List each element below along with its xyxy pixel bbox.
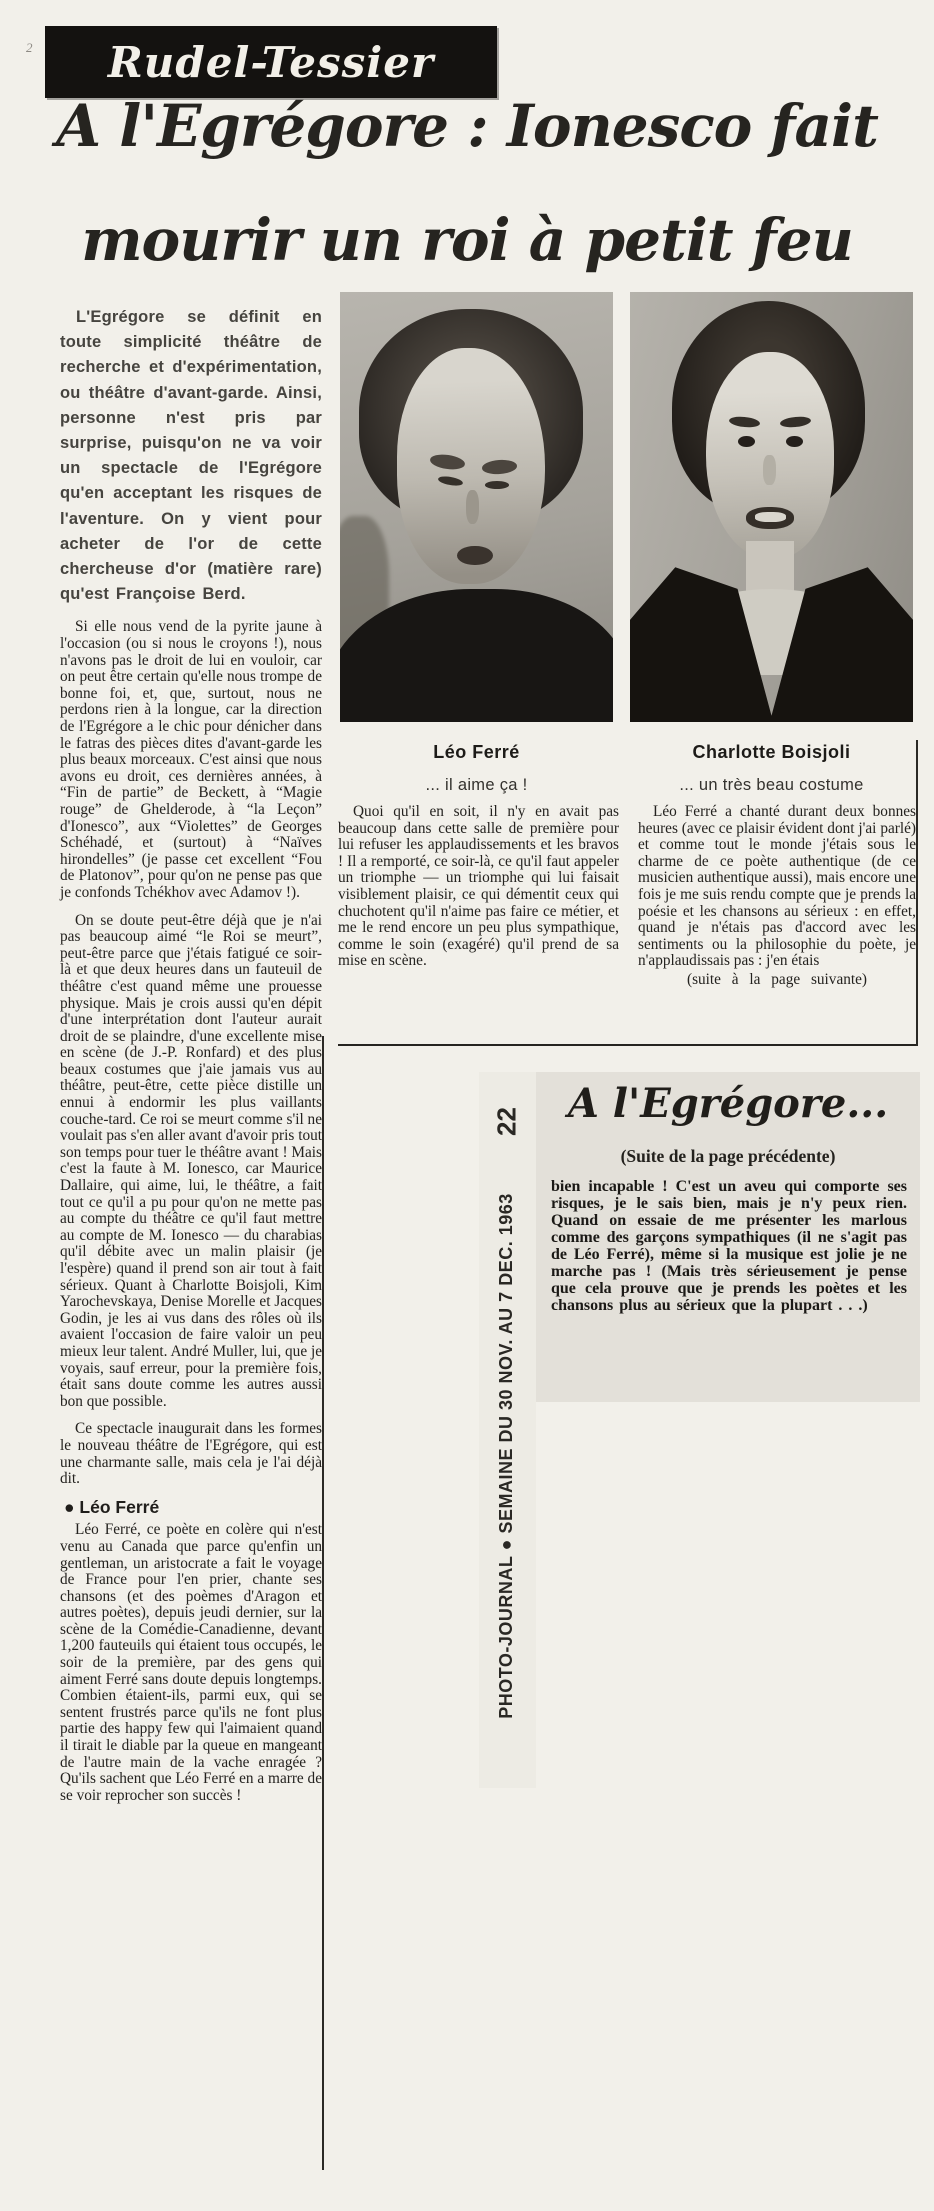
column-1 xyxy=(60,305,322,1815)
horizontal-rule xyxy=(338,1044,918,1046)
portrait-nose xyxy=(466,490,480,524)
caption-subtitle: ... il aime ça ! xyxy=(425,776,528,794)
author-banner xyxy=(45,26,497,98)
continuation-body: bien incapable ! C'est un aveu qui comporte ses risques, je le sais bien, mais je n'y peux rien. Quand on essaie de me présenter les marlous comme des garçons sympathiques (il ne s'agit pas de Léo Ferré), même si la musique est jolie je ne marche pas ! (Mais très sérieusement je pense que cela prouve que je prends les poètes et les chansons plus au sérieux que la plupart . . .) xyxy=(551,1178,907,1314)
paragraph: Quoi qu'il en soit, il n'y en avait pas beaucoup dans cette salle de première pour lui refuser les applaudissements et les bravos ! Il a remporté, ce soir-là, ce qu'il faut appeler un triomphe — un triomphe qui lui faisait visiblement plaisir, ce qui démentit ceux qui chuchotent qu'il n'aime pas faire ce métier, et me le rend encore un peu plus sympathique, comme le soin (exagéré) qu'il prend de sa mise en scène. xyxy=(338,803,619,970)
paragraph: Ce spectacle inaugurait dans les formes le nouveau théâtre de l'Egrégore, qui est une charmante salle, mais cela je l'ai déjà dit. xyxy=(60,1420,322,1488)
portrait-eye xyxy=(738,436,755,447)
caption-subtitle: ... un très beau costume xyxy=(679,776,864,794)
continuation-subtitle: (Suite de la page précédente) xyxy=(620,1146,836,1166)
column-2 xyxy=(338,804,619,981)
journal-dateline-rotated: PHOTO-JOURNAL ● SEMAINE DU 30 NOV. AU 7 DEC. 1963 xyxy=(496,1193,516,1719)
author-name: Rudel-Tessier xyxy=(107,37,435,87)
portrait-eye xyxy=(786,436,803,447)
headline-line2: mourir un roi à petit feu xyxy=(81,206,853,274)
right-edge-rule xyxy=(916,740,918,1046)
paragraph: On se doute peut-être déjà que je n'ai pas beaucoup aimé “le Roi se meurt”, peut-être parce que j'étais fatigué ce soir-là et que deux heures dans un fauteuil de théâtre c'est quand même une prouesse physique. Mais je crois aussi qu'en dépit d'une interprétation dont l'auteur aurait droit de se plaindre, d'une excellente mise en scène (de J.-P. Ronfard) et des plus beaux costumes que j'aie jamais vus au théâtre, peut-être, cette pièce distille un ennui à endormir les plus vaillants couche-tard. Ce roi se meurt comme s'il ne voulait pas s'en aller avant d'avoir pris tout son temps pour tuer le théâtre avant ! Mais c'est la faute à M. Ionesco, car Maurice Dallaire, qui aime, lui, le théâtre, a fait tout ce qu'il a pu pour qu'on ne mette pas au compte du théâtre ce qu'il faut mettre au compte de M. Ionesco — du charabias qu'il débite avec un malin plaisir (je l'espère) quand il prend son air tout à fait sérieux. Quant à Charlotte Boisjoli, Kim Yarochevskaya, Denise Morelle et Jacques Godin, je les ai vus dans des rôles où ils avaient l'occasion de faire valoir un peu mieux leur talent. André Muller, lui, que je voyais, sauf erreur, pour la première fois, était sans doute comme les autres aussi bon que possible. xyxy=(60,911,322,1410)
portrait-smile xyxy=(755,512,786,521)
portrait-nose xyxy=(763,455,776,485)
headline-line1: A l'Egrégore : Ionesco fait xyxy=(56,92,878,160)
lead-paragraph: L'Egrégore se définit en toute simplicité théâtre de recherche et d'expérimentation, ou théâtre d'avant-garde. Ainsi, personne n'est pris par surprise, puisqu'on ne va voir un spectacle de l'Egrégore qu'en acceptant les risques de l'aventure. On y vient pour acheter de l'or de cette chercheuse d'or (matière rare) qu'est Françoise Berd. xyxy=(60,308,322,604)
portrait-mouth xyxy=(457,546,492,565)
leo-ferre-subhead: ● Léo Ferré xyxy=(64,1496,160,1517)
column-3 xyxy=(638,804,916,989)
page-number-rotated: 22 xyxy=(491,1107,522,1136)
paragraph: Léo Ferré, ce poète en colère qui n'est venu au Canada que parce qu'enfin un gentleman, un aristocrate a fait le voyage de France pour l'en prier, chante ses chansons (et des poèmes d'Aragon et autres poètes), depuis jeudi dernier, sur la scène de la Comédie-Canadienne, devant 1,200 fauteuils qui étaient tous occupés, le soir de la première, par des gens qui aiment Ferré sans doute depuis longtemps. Combien étaient-ils, parmi eux, qui se sentent frustrés parce qu'ils ne font plus partie des happy few qui l'aimaient quand il tirait le diable par la queue en mangeant de l'autre main de la vache enragée ? Qu'ils sachent que Léo Ferré en a marre de se voir reprocher son succès ! xyxy=(60,1521,322,1804)
column-1-body xyxy=(60,619,322,1804)
paragraph: Léo Ferré a chanté durant deux bonnes heures (avec ce plaisir évident dont j'ai parlé) et comme tout le monde j'étais sous le charme de ce poète authentique (de ce musicien authentique aussi), mais encore une fois je me suis rendu compte que je prends la poésie et les chansons au sérieux : en effet, quand je n'étais pas d'accord avec les sentiments ou la philosophie du poète, je n'applaudissais pas : j'en étais xyxy=(638,803,916,970)
caption-charlotte-boisjoli xyxy=(628,742,915,795)
portrait-eye xyxy=(485,481,510,489)
page-corner-mark: 2 xyxy=(26,40,33,55)
column-divider-rule xyxy=(322,1036,324,2170)
paragraph: Si elle nous vend de la pyrite jaune à l'occasion (ou si nous le croyons !), nous n'avons pas le droit de lui en vouloir, car on peut être certain qu'elle nous trompe de bonne foi, et, que, surtout, nous ne perdons rien à la longue, car la direction de l'Egrégore a le chic pour dénicher dans le fatras des pièces dites d'avant-garde les plus beaux morceaux. C'est ainsi que nous avons eu droit, ces dernières années, à “Fin de partie” de Beckett, à “Magie rouge” de Ghelderode, à “la Leçon” d'Ionesco”, aux “Violettes” de Georges Schéhadé, et (surtout) à “Naïves hirondelles” (je passe cet excellent “Fou de Platonov”, pour qu'on ne pense pas que je confonds Tchékhov avec Adamov !). xyxy=(60,618,322,901)
photo-charlotte-boisjoli xyxy=(630,292,913,722)
caption-leo-ferre xyxy=(338,742,615,795)
continuation-title: A l'Egrégore... xyxy=(567,1080,889,1127)
photo-leo-ferre xyxy=(340,292,613,722)
caption-name: Léo Ferré xyxy=(433,742,520,762)
continued-next-page-note: (suite à la page suivante) xyxy=(686,970,868,988)
caption-name: Charlotte Boisjoli xyxy=(692,742,851,762)
